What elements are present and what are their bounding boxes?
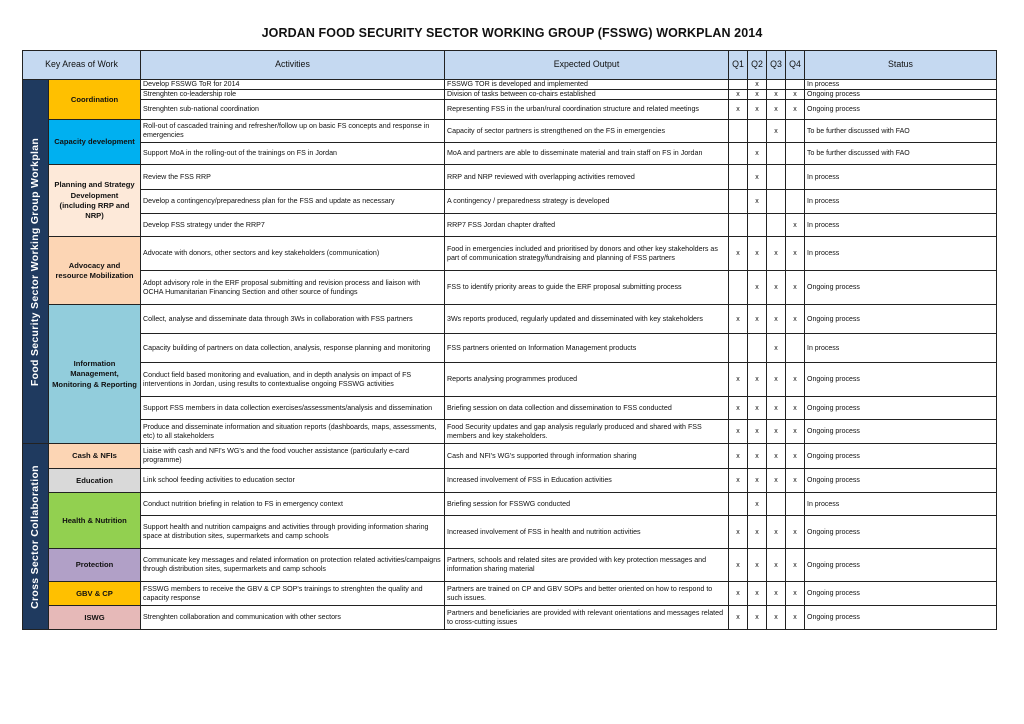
q4-cell [786, 190, 805, 214]
status-cell: In process [805, 190, 997, 214]
table-row [23, 90, 997, 100]
activity-cell: Communicate key messages and related information on protection related activities/campaigns through distribution sites, supermarkets and camp schools [141, 549, 445, 582]
q4-cell: x [786, 397, 805, 420]
key-area-cell: Information Management, Monitoring & Reporting [49, 305, 141, 444]
activity-cell: Conduct field based monitoring and evaluation, and in depth analysis on impact of FS interventions in Jordan, using results to contextualise ongoing FSSWG activities [141, 363, 445, 397]
page-title: JORDAN FOOD SECURITY SECTOR WORKING GROUP (FSSWG) WORKPLAN 2014 [261, 26, 763, 40]
q3-cell [767, 190, 786, 214]
q2-cell: x [748, 90, 767, 100]
section-cell [23, 444, 49, 630]
q3-cell: x [767, 444, 786, 469]
output-cell: Capacity of sector partners is strengthened on the FS in emergencies [445, 120, 729, 143]
q1-cell [729, 165, 748, 190]
status-cell: In process [805, 80, 997, 90]
header-activities: Activities [141, 51, 445, 80]
q1-cell [729, 190, 748, 214]
key-area-cell: Health & Nutrition [49, 493, 141, 549]
q2-cell: x [748, 606, 767, 630]
status-cell: Ongoing process [805, 606, 997, 630]
q4-cell: x [786, 582, 805, 606]
table-row [23, 237, 997, 271]
output-cell: Briefing session on data collection and dissemination to FSS conducted [445, 397, 729, 420]
header-q4: Q4 [786, 51, 805, 80]
status-cell: Ongoing process [805, 420, 997, 444]
header-row [23, 51, 997, 80]
q1-cell [729, 334, 748, 363]
activity-cell: Capacity building of partners on data collection, analysis, response planning and monitoring [141, 334, 445, 363]
activity-cell: Strenghten collaboration and communication with other sectors [141, 606, 445, 630]
q4-cell: x [786, 420, 805, 444]
q2-cell [748, 120, 767, 143]
q1-cell: x [729, 100, 748, 120]
table-row [23, 80, 997, 90]
status-cell: Ongoing process [805, 549, 997, 582]
q2-cell: x [748, 305, 767, 334]
activity-cell: Support MoA in the rolling-out of the trainings on FS in Jordan [141, 143, 445, 165]
table-row [23, 305, 997, 334]
q3-cell: x [767, 363, 786, 397]
q3-cell: x [767, 549, 786, 582]
output-cell: Partners are trained on CP and GBV SOPs and better oriented on how to respond to such issues. [445, 582, 729, 606]
q4-cell: x [786, 549, 805, 582]
output-cell: Food in emergencies included and prioritised by donors and other key stakeholders as part of communication strategy/fundraising and planning of FSS partners [445, 237, 729, 271]
key-area-cell: Advocacy and resource Mobilization [49, 237, 141, 305]
status-cell: Ongoing process [805, 271, 997, 305]
status-cell: Ongoing process [805, 469, 997, 493]
q2-cell: x [748, 237, 767, 271]
activity-cell: Develop a contingency/preparedness plan for the FSS and update as necessary [141, 190, 445, 214]
q3-cell: x [767, 397, 786, 420]
status-cell: Ongoing process [805, 90, 997, 100]
output-cell: Division of tasks between co-chairs established [445, 90, 729, 100]
activity-cell: Develop FSSWG ToR for 2014 [141, 80, 445, 90]
q3-cell: x [767, 237, 786, 271]
q1-cell [729, 271, 748, 305]
q4-cell [786, 120, 805, 143]
activity-cell: FSSWG members to receive the GBV & CP SOP's trainings to strenghten the quality and capacity response [141, 582, 445, 606]
q4-cell [786, 80, 805, 90]
q2-cell: x [748, 549, 767, 582]
output-cell: A contingency / preparedness strategy is developed [445, 190, 729, 214]
q1-cell: x [729, 363, 748, 397]
activity-cell: Roll-out of cascaded training and refresher/follow up on basic FS concepts and response in emergencies [141, 120, 445, 143]
table-row [23, 334, 997, 363]
status-cell: Ongoing process [805, 444, 997, 469]
workplan-table [22, 50, 997, 630]
status-cell: Ongoing process [805, 363, 997, 397]
q4-cell: x [786, 100, 805, 120]
q1-cell [729, 493, 748, 516]
output-cell: Partners, schools and related sites are provided with key protection messages and information sharing material [445, 549, 729, 582]
q1-cell: x [729, 606, 748, 630]
activity-cell: Strenghten sub-national coordination [141, 100, 445, 120]
table-row [23, 516, 997, 549]
header-q2: Q2 [748, 51, 767, 80]
section-label: Food Security Sector Working Group Workplan [28, 137, 41, 386]
q3-cell [767, 143, 786, 165]
q1-cell [729, 214, 748, 237]
q1-cell: x [729, 237, 748, 271]
q2-cell: x [748, 516, 767, 549]
status-cell: In process [805, 493, 997, 516]
q4-cell: x [786, 516, 805, 549]
q3-cell [767, 165, 786, 190]
status-cell: In process [805, 165, 997, 190]
q3-cell: x [767, 90, 786, 100]
output-cell: MoA and partners are able to disseminate material and train staff on FS in Jordan [445, 143, 729, 165]
status-cell: In process [805, 237, 997, 271]
table-row [23, 397, 997, 420]
q2-cell: x [748, 100, 767, 120]
output-cell: FSS partners oriented on Information Management products [445, 334, 729, 363]
q1-cell: x [729, 549, 748, 582]
output-cell: 3Ws reports produced, regularly updated and disseminated with key stakeholders [445, 305, 729, 334]
key-area-cell: Cash & NFIs [49, 444, 141, 469]
q3-cell: x [767, 305, 786, 334]
activity-cell: Adopt advisory role in the ERF proposal submitting and revision process and liaison with OCHA Humanitarian Financing Section and other source of fundings [141, 271, 445, 305]
q4-cell [786, 165, 805, 190]
table-row [23, 582, 997, 606]
table-row [23, 549, 997, 582]
activity-cell: Develop FSS strategy under the RRP7 [141, 214, 445, 237]
output-cell: RRP7 FSS Jordan chapter drafted [445, 214, 729, 237]
q3-cell: x [767, 271, 786, 305]
output-cell: FSS to identify priority areas to guide the ERF proposal submitting process [445, 271, 729, 305]
key-area-cell: Coordination [49, 80, 141, 120]
activity-cell: Link school feeding activities to education sector [141, 469, 445, 493]
status-cell: Ongoing process [805, 582, 997, 606]
table-row [23, 420, 997, 444]
output-cell: Partners and beneficiaries are provided with relevant orientations and messages related to cross-cutting issues [445, 606, 729, 630]
q4-cell: x [786, 444, 805, 469]
table-row [23, 165, 997, 190]
table-row [23, 493, 997, 516]
output-cell: RRP and NRP reviewed with overlapping activities removed [445, 165, 729, 190]
q4-cell: x [786, 271, 805, 305]
q3-cell: x [767, 120, 786, 143]
q3-cell: x [767, 469, 786, 493]
key-area-cell: Protection [49, 549, 141, 582]
q1-cell: x [729, 90, 748, 100]
q2-cell: x [748, 271, 767, 305]
table-row [23, 190, 997, 214]
q2-cell [748, 214, 767, 237]
q1-cell: x [729, 582, 748, 606]
status-cell: Ongoing process [805, 305, 997, 334]
q3-cell [767, 80, 786, 90]
status-cell: To be further discussed with FAO [805, 120, 997, 143]
q1-cell [729, 120, 748, 143]
table-row [23, 606, 997, 630]
activity-cell: Advocate with donors, other sectors and key stakeholders (communication) [141, 237, 445, 271]
q3-cell: x [767, 606, 786, 630]
q4-cell: x [786, 237, 805, 271]
header-q1: Q1 [729, 51, 748, 80]
q3-cell: x [767, 420, 786, 444]
activity-cell: Strenghten co-leadership role [141, 90, 445, 100]
q1-cell: x [729, 516, 748, 549]
activity-cell: Liaise with cash and NFI's WG's and the food voucher assistance (particularly e-card programme) [141, 444, 445, 469]
header-expected-output: Expected Output [445, 51, 729, 80]
q2-cell: x [748, 469, 767, 493]
q2-cell: x [748, 143, 767, 165]
status-cell: Ongoing process [805, 100, 997, 120]
output-cell: FSSWG TOR is developed and implemented [445, 80, 729, 90]
activity-cell: Produce and disseminate information and situation reports (dashboards, maps, assessments, etc) to all stakeholders [141, 420, 445, 444]
q1-cell [729, 143, 748, 165]
header-key-areas: Key Areas of Work [23, 51, 141, 80]
q4-cell: x [786, 606, 805, 630]
q2-cell: x [748, 444, 767, 469]
q1-cell: x [729, 420, 748, 444]
output-cell: Briefing session for FSSWG conducted [445, 493, 729, 516]
table-row [23, 363, 997, 397]
q1-cell: x [729, 305, 748, 334]
section-label: Cross Sector Collaboration [28, 465, 41, 609]
q2-cell [748, 334, 767, 363]
status-cell: Ongoing process [805, 516, 997, 549]
table-row [23, 120, 997, 143]
q4-cell [786, 493, 805, 516]
table-row [23, 100, 997, 120]
q2-cell: x [748, 165, 767, 190]
q4-cell [786, 143, 805, 165]
header-status: Status [805, 51, 997, 80]
q3-cell: x [767, 334, 786, 363]
q3-cell: x [767, 582, 786, 606]
q2-cell: x [748, 582, 767, 606]
q3-cell [767, 214, 786, 237]
key-area-cell: Capacity development [49, 120, 141, 165]
key-area-cell: ISWG [49, 606, 141, 630]
output-cell: Food Security updates and gap analysis regularly produced and shared with FSS members and key stakeholders. [445, 420, 729, 444]
activity-cell: Support FSS members in data collection exercises/assessments/analysis and dissemination [141, 397, 445, 420]
q3-cell: x [767, 516, 786, 549]
status-cell: In process [805, 214, 997, 237]
table-row [23, 444, 997, 469]
activity-cell: Collect, analyse and disseminate data through 3Ws in collaboration with FSS partners [141, 305, 445, 334]
header-q3: Q3 [767, 51, 786, 80]
q4-cell: x [786, 469, 805, 493]
activity-cell: Support health and nutrition campaigns and activities through providing information sharing space at distribution sites, supermarkets and camp schools [141, 516, 445, 549]
q2-cell: x [748, 397, 767, 420]
q4-cell: x [786, 214, 805, 237]
q2-cell: x [748, 363, 767, 397]
q2-cell: x [748, 190, 767, 214]
status-cell: In process [805, 334, 997, 363]
output-cell: Increased involvement of FSS in health and nutrition activities [445, 516, 729, 549]
q1-cell [729, 80, 748, 90]
status-cell: To be further discussed with FAO [805, 143, 997, 165]
q4-cell [786, 334, 805, 363]
q4-cell: x [786, 363, 805, 397]
output-cell: Reports analysing programmes produced [445, 363, 729, 397]
section-cell [23, 80, 49, 444]
activity-cell: Review the FSS RRP [141, 165, 445, 190]
q3-cell [767, 493, 786, 516]
activity-cell: Conduct nutrition briefing in relation to FS in emergency context [141, 493, 445, 516]
q3-cell: x [767, 100, 786, 120]
table-row [23, 271, 997, 305]
key-area-cell: Planning and Strategy Development (including RRP and NRP) [49, 165, 141, 237]
output-cell: Increased involvement of FSS in Education activities [445, 469, 729, 493]
q1-cell: x [729, 397, 748, 420]
key-area-cell: GBV & CP [49, 582, 141, 606]
status-cell: Ongoing process [805, 397, 997, 420]
output-cell: Cash and NFI's WG's supported through information sharing [445, 444, 729, 469]
q4-cell: x [786, 305, 805, 334]
q2-cell: x [748, 420, 767, 444]
q1-cell: x [729, 469, 748, 493]
q2-cell: x [748, 493, 767, 516]
q4-cell: x [786, 90, 805, 100]
q2-cell: x [748, 80, 767, 90]
table-row [23, 214, 997, 237]
q1-cell: x [729, 444, 748, 469]
table-row [23, 143, 997, 165]
key-area-cell: Education [49, 469, 141, 493]
table-row [23, 469, 997, 493]
workplan-body [23, 80, 997, 630]
output-cell: Representing FSS in the urban/rural coordination structure and related meetings [445, 100, 729, 120]
